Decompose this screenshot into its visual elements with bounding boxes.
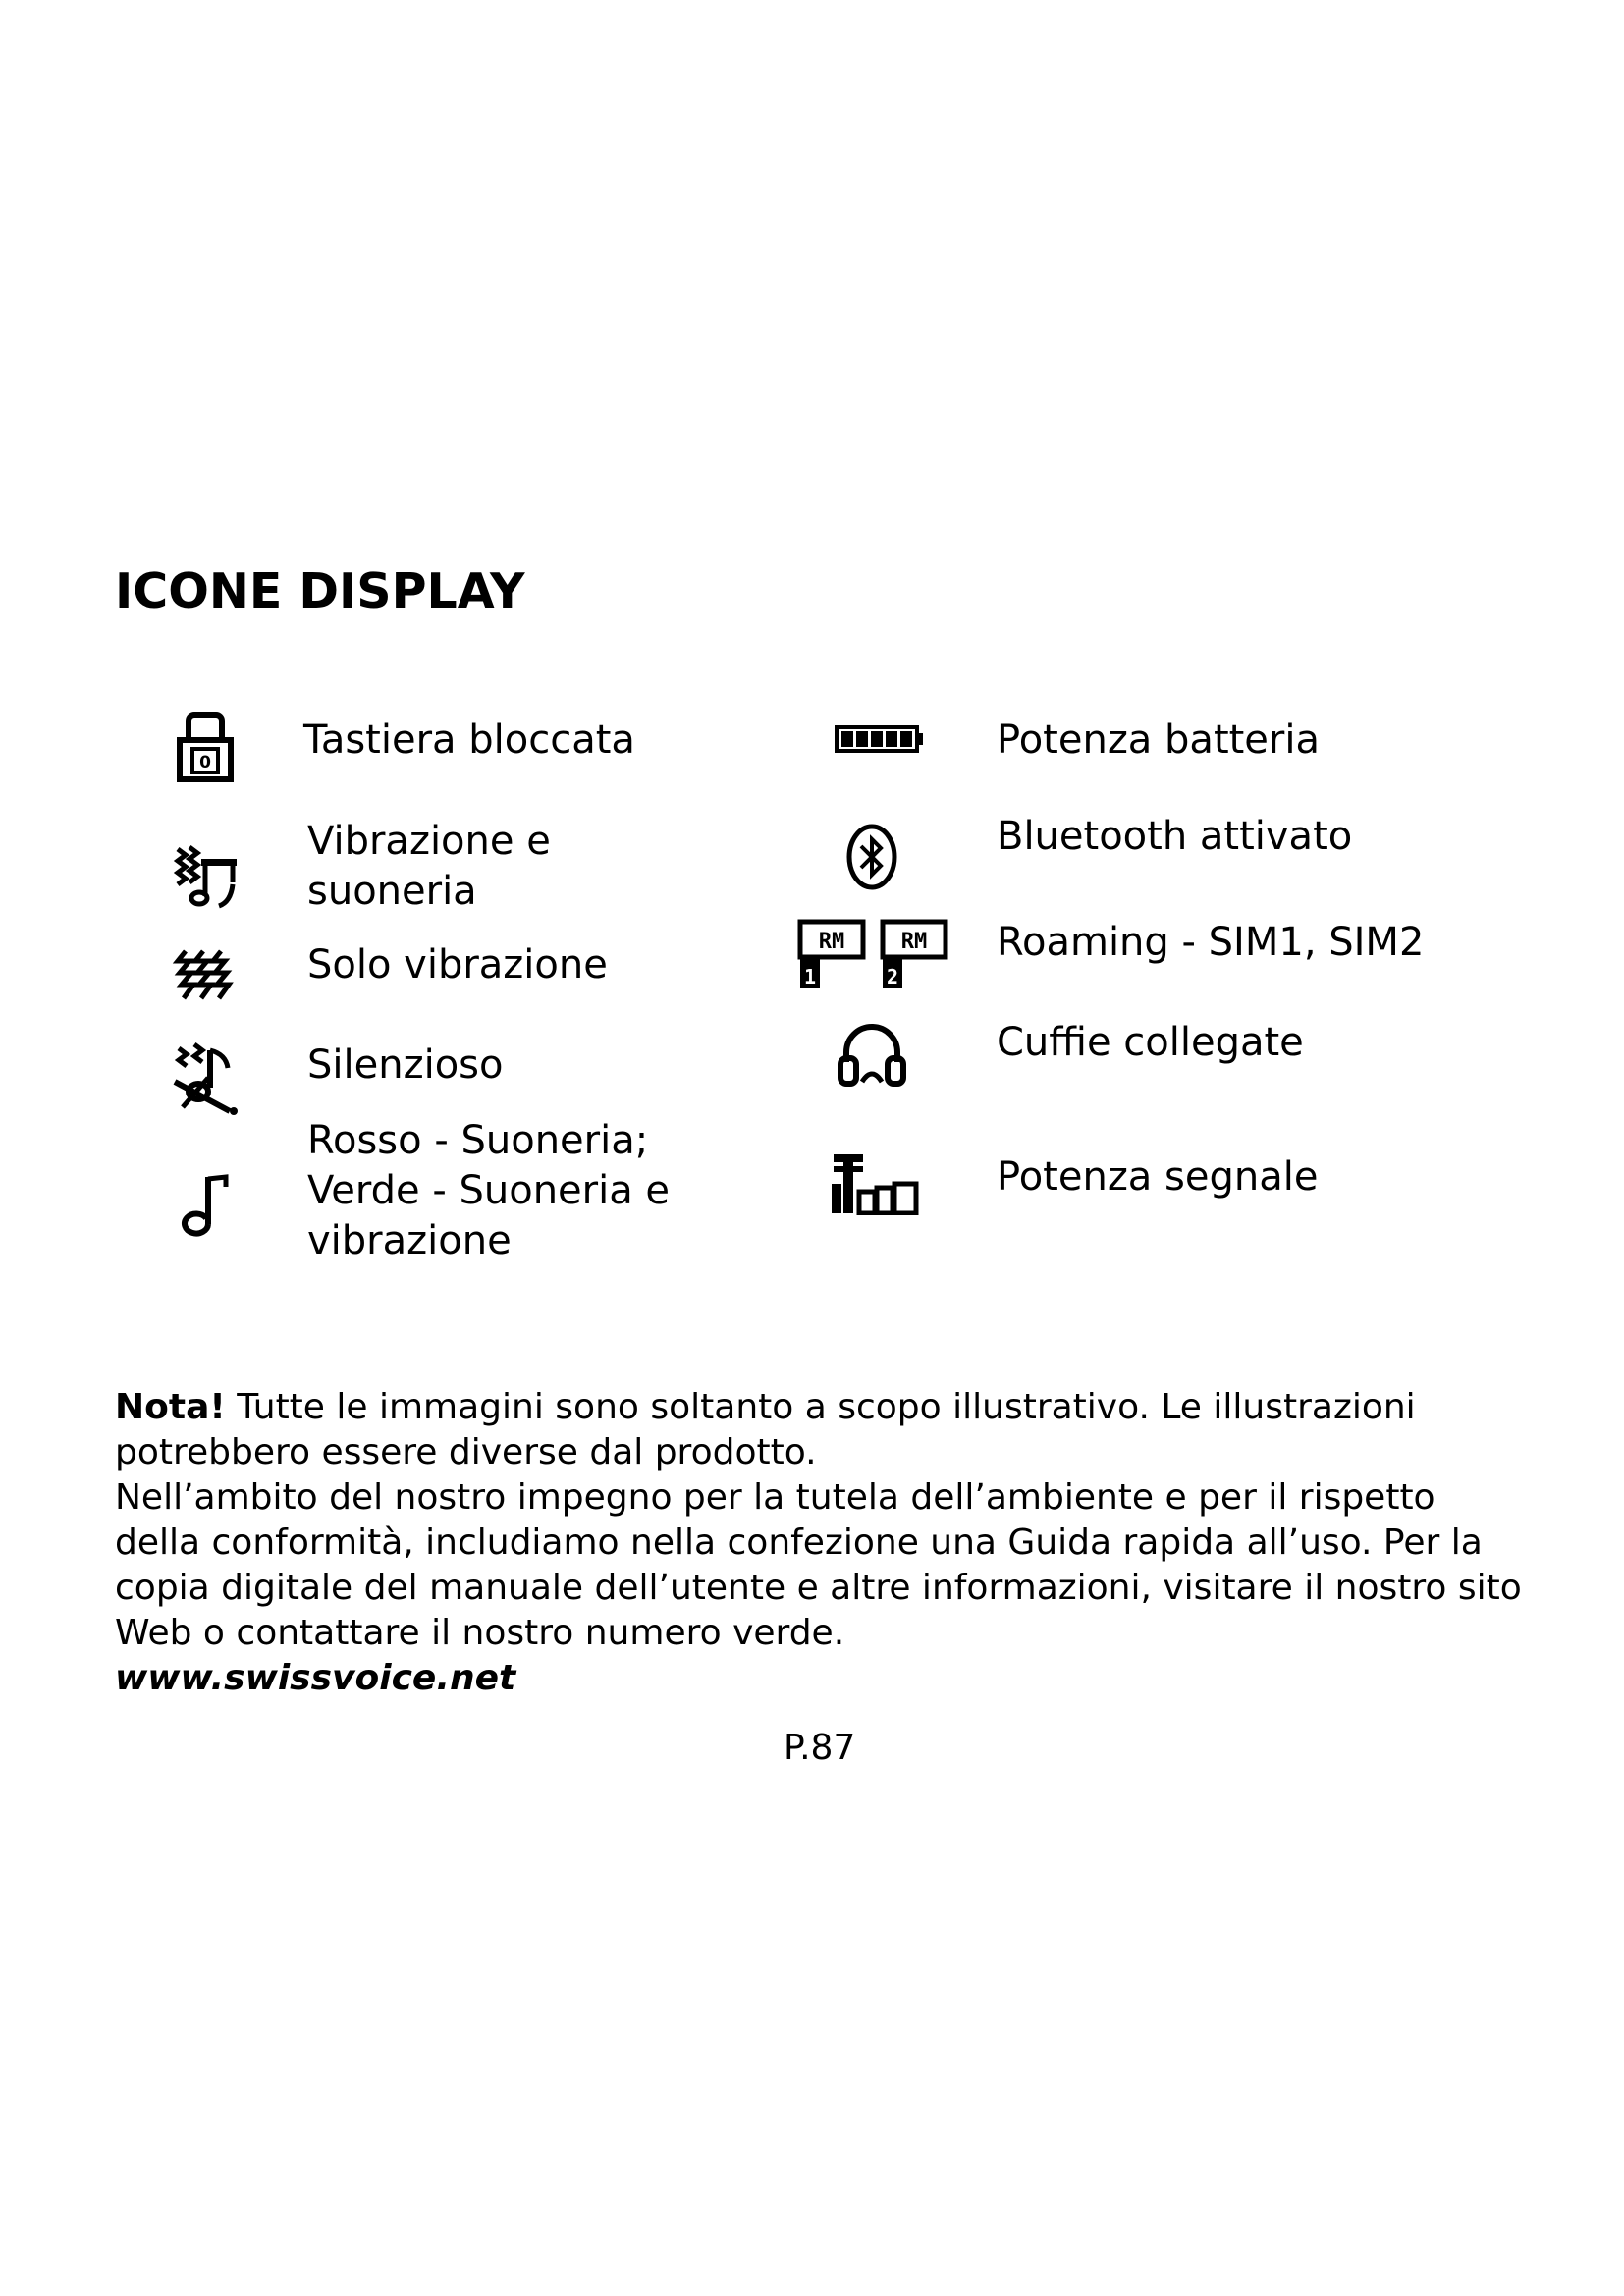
website-link[interactable]: www.swissvoice.net <box>115 1658 516 1698</box>
vibration-only-icon <box>172 947 239 1004</box>
ring-note-label: Rosso - Suoneria; Verde - Suoneria e vibrazione <box>307 1118 671 1263</box>
roaming-sim-icon <box>797 919 949 991</box>
battery-icon <box>835 724 925 754</box>
battery-label: Potenza batteria <box>997 718 1320 763</box>
svg-text:1: 1 <box>803 965 817 988</box>
note-section <box>115 1385 1529 1701</box>
silent-icon <box>169 1042 242 1115</box>
signal-label: Potenza segnale <box>997 1154 1319 1200</box>
bluetooth-icon <box>844 823 899 891</box>
headset-label: Cuffie collegate <box>997 1020 1304 1065</box>
ring-note-icon <box>177 1173 234 1240</box>
note-paragraph-2: Nell’ambito del nostro impegno per la tutela dell’ambiente e per il rispetto della conformità, includiamo nella confezione una Guida rapida all’uso. Per la copia digitale del manuale dell’utente e altre informazioni, visitare il nostro sito Web o contattare il nostro numero verde. <box>115 1477 1522 1653</box>
keypad-lock-icon <box>175 707 236 783</box>
keypad-locked-label: Tastiera bloccata <box>303 718 635 763</box>
vibration-only-label: Solo vibrazione <box>307 942 608 988</box>
svg-text:2: 2 <box>886 965 899 988</box>
svg-text:0: 0 <box>199 753 211 773</box>
page-title: ICONE DISPLAY <box>115 563 525 619</box>
vibration-ring-label: Vibrazione e suoneria <box>307 819 551 914</box>
vibration-ring-icon <box>172 839 241 910</box>
bluetooth-label: Bluetooth attivato <box>997 814 1353 859</box>
signal-strength-icon <box>828 1148 922 1215</box>
note-paragraph-1 <box>115 1385 1529 1475</box>
page-number: P.87 <box>784 1728 856 1768</box>
svg-text:RM: RM <box>900 930 928 954</box>
silent-label: Silenzioso <box>307 1042 504 1088</box>
roaming-label: Roaming - SIM1, SIM2 <box>997 920 1425 965</box>
headset-icon <box>837 1019 907 1090</box>
note-lead: Nota! <box>115 1387 226 1427</box>
svg-text:RM: RM <box>818 930 845 954</box>
note-text-1: Tutte le immagini sono soltanto a scopo illustrativo. Le illustrazioni potrebbero essere diverse dal prodotto. <box>115 1387 1416 1472</box>
